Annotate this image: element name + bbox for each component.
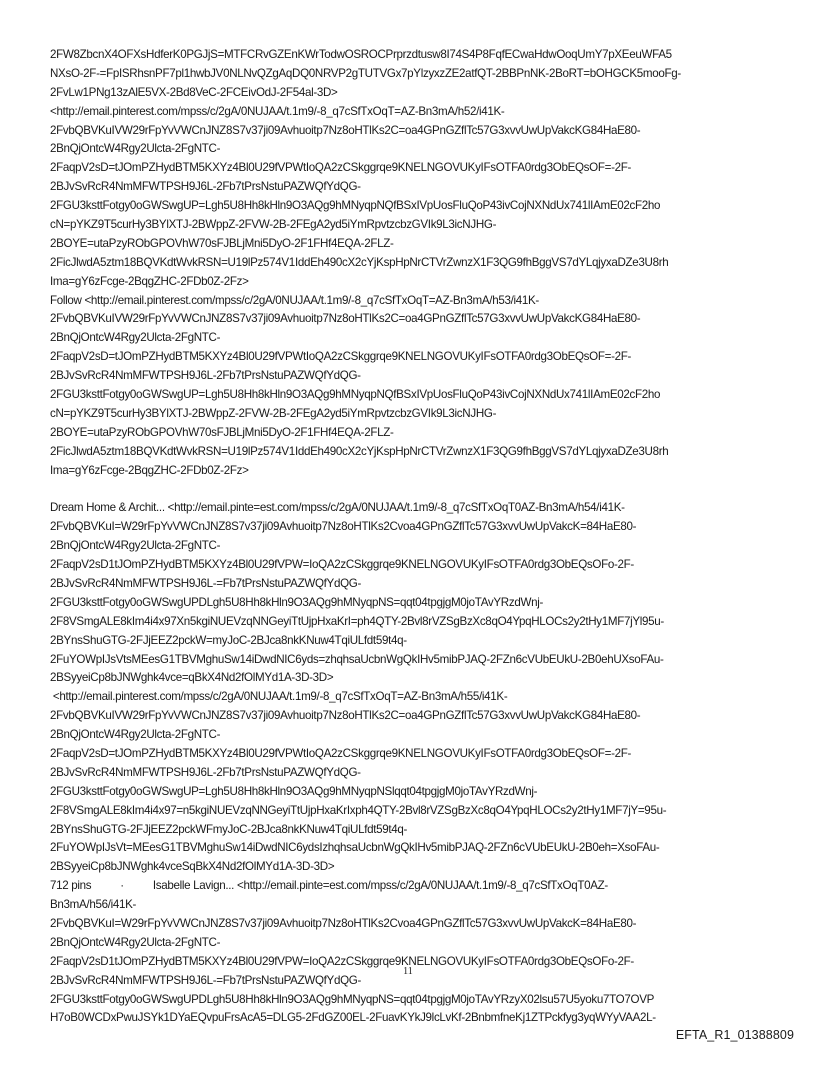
text-line: 2FaqpV2sD=tJOmPZHydBTM5KXYz4Bl0U29fVPWtIoQA2zCSkggrqe9KNELNGOVUKyIFsOTFA0rdg3ObEQsOF=-2F-	[50, 350, 632, 364]
text-line: Ima=gY6zFcge-2BqgZHC-2FDb0Z-2Fz>	[50, 274, 249, 288]
text-line: 2FaqpV2sD1tJOmPZHydBTM5KXYz4Bl0U29fVPW=IoQA2zCSkggrqe9KNELNGOVUKyIFsOTFA0rdg3ObEQsOFo-2F-	[50, 954, 634, 968]
text-line: 2FGU3ksttFotgy0oGWSwgUP=Lgh5U8Hh8kHln9O3AQg9hMNyqpNSlqqt04tpgjgM0joTAvYRzdWnj-	[50, 784, 538, 798]
text-line: Bn3mA/h56/i41K-	[50, 898, 137, 912]
text-line: 2BnQjOntcW4Rgy2Ulcta-2FgNTC-	[50, 728, 221, 742]
text-line: 2FaqpV2sD=tJOmPZHydBTM5KXYz4Bl0U29fVPWtIoQA2zCSkggrqe9KNELNGOVUKyIFsOTFA0rdg3ObEQsOF=-2F-	[50, 746, 632, 760]
email-text-block	[50, 46, 774, 480]
text-line: 2FvbQBVKuIVW29rFpYvVWCnJNZ8S7v37ji09Avhuoitp7Nz8oHTlKs2C=oa4GPnGZflTc57G3xvvUwUpVakcKG84HaE80-	[50, 312, 641, 326]
document-id-stamp: EFTA_R1_01388809	[675, 1028, 794, 1042]
text-line: 2FGU3ksttFotgy0oGWSwgUP=Lgh5U8Hh8kHln9O3AQg9hMNyqpNQfBSxIVpUosFluQoP43ivCojNXNdUx741lIAmE02cF2ho	[50, 388, 661, 402]
text-line: 2F8VSmgALE8kIm4i4x97Xn5kgiNUEVzqNNGeyiTtUjpHxaKrI=ph4QTY-2Bvl8rVZSgBzXc8qO4YpqHLOCs2y2tHy1MF7jYl95u-	[50, 614, 664, 628]
text-line: 2BnQjOntcW4Rgy2Ulcta-2FgNTC-	[50, 935, 221, 949]
text-line: 2F8VSmgALE8kIm4i4x97=n5kgiNUEVzqNNGeyiTtUjpHxaKrIxph4QTY-2Bvl8rVZSgBzXc8qO4YpqHLOCs2y2tHy1MF7jY=95u-	[50, 803, 667, 817]
paragraph-gap	[50, 480, 774, 499]
text-line: Follow <http://email.pinterest.com/mpss/c/2gA/0NUJAA/t.1m9/-8_q7cSfTxOqT=AZ-Bn3mA/h53/i41K-	[50, 293, 539, 307]
text-line: Ima=gY6zFcge-2BqgZHC-2FDb0Z-2Fz>	[50, 463, 249, 477]
text-line: 2BnQjOntcW4Rgy2Ulcta-2FgNTC-	[50, 142, 221, 156]
text-line: 2BJvSvRcR4NmMFWTPSH9J6L-=Fb7tPrsNstuPAZWQfYdQG-	[50, 576, 362, 590]
text-line: NXsO-2F-=FpISRhsnPF7pl1hwbJV0NLNvQZgAqDQ0NRVP2gTUTVGx7pYlzyxzZE2atfQT-2BBPnNK-2BoRT=bOHGCK5mooFg-	[50, 66, 681, 80]
email-text-block	[50, 499, 774, 1028]
text-line: 2FaqpV2sD1tJOmPZHydBTM5KXYz4Bl0U29fVPW=IoQA2zCSkggrqe9KNELNGOVUKyIFsOTFA0rdg3ObEQsOFo-2F-	[50, 558, 634, 572]
text-line: cN=pYKZ9T5curHy3BYlXTJ-2BWppZ-2FVW-2B-2FEgA2yd5iYmRpvtzcbzGVIk9L3icNJHG-	[50, 406, 497, 420]
text-line: 2FGU3ksttFotgy0oGWSwgUPDLgh5U8Hh8kHln9O3AQg9hMNyqpNS=qqt04tpgjgM0joTAvYRzyX02lsu57U5yoku7TO7OVP	[50, 992, 655, 1006]
text-line: 2FW8ZbcnX4OFXsHdferK0PGJjS=MTFCRvGZEnKWrTodwOSROCPrprzdtusw8I74S4P8FqfECwaHdwOoqUmY7pXEeuWFA5	[50, 48, 672, 61]
text-line: 2FaqpV2sD=tJOmPZHydBTM5KXYz4Bl0U29fVPWtIoQA2zCSkggrqe9KNELNGOVUKyIFsOTFA0rdg3ObEQsOF=-2F-	[50, 161, 632, 175]
text-line: 2BJvSvRcR4NmMFWTPSH9J6L-2Fb7tPrsNstuPAZWQfYdQG-	[50, 180, 361, 194]
text-line: 2FGU3ksttFotgy0oGWSwgUPDLgh5U8Hh8kHln9O3AQg9hMNyqpNS=qqt04tpgjgM0joTAvYRzdWnj-	[50, 595, 544, 609]
text-line: 2FuYOWpIJsVtsMEesG1TBVMghuSw14iDwdNIC6yds=zhqhsaUcbnWgQkIHv5mibPJAQ-2FZn6cVUbEUkU-2B0ehUXsoFAu-	[50, 652, 664, 666]
text-line: cN=pYKZ9T5curHy3BYlXTJ-2BWppZ-2FVW-2B-2FEgA2yd5iYmRpvtzcbzGVIk9L3icNJHG-	[50, 218, 497, 232]
text-line: 2BYnsShuGTG-2FJjEEZ2pckWFmyJoC-2BJca8nkKNuw4TqiULfdt59t4q-	[50, 822, 408, 836]
text-line: 2FvbQBVKuI=W29rFpYvVWCnJNZ8S7v37ji09Avhuoitp7Nz8oHTlKs2Cvoa4GPnGZflTc57G3xvvUwUpVakcK=84HaE80-	[50, 916, 637, 930]
text-line: 2FGU3ksttFotgy0oGWSwgUP=Lgh5U8Hh8kHln9O3AQg9hMNyqpNQfBSxIVpUosFluQoP43ivCojNXNdUx741lIAmE02cF2ho	[50, 199, 661, 213]
text-line: 2FvbQBVKuI=W29rFpYvVWCnJNZ8S7v37ji09Avhuoitp7Nz8oHTlKs2Cvoa4GPnGZflTc57G3xvvUwUpVakcK=84HaE80-	[50, 520, 637, 534]
text-line: 712 pins · Isabelle Lavign... <http://email.pinte=est.com/mpss/c/2gA/0NUJAA/t.1m9/-8_q7cSfTxOqT0AZ-	[50, 879, 608, 893]
document-body	[50, 46, 774, 1028]
text-line: 2BnQjOntcW4Rgy2Ulcta-2FgNTC-	[50, 539, 221, 553]
text-line: 2BSyyeiCp8bJNWghk4vce=qBkX4Nd2fOlMYd1A-3D-3D>	[50, 671, 334, 685]
text-line: Dream Home & Archit... <http://email.pinte=est.com/mpss/c/2gA/0NUJAA/t.1m9/-8_q7cSfTxOqT0AZ-Bn3mA/h54/i41K-	[50, 501, 625, 515]
text-line: 2BJvSvRcR4NmMFWTPSH9J6L-=Fb7tPrsNstuPAZWQfYdQG-	[50, 973, 362, 987]
text-line: 2FvbQBVKuIVW29rFpYvVWCnJNZ8S7v37ji09Avhuoitp7Nz8oHTlKs2C=oa4GPnGZflTc57G3xvvUwUpVakcKG84HaE80-	[50, 123, 641, 137]
text-line: 2BJvSvRcR4NmMFWTPSH9J6L-2Fb7tPrsNstuPAZWQfYdQG-	[50, 765, 361, 779]
text-line: 2BOYE=utaPzyRObGPOVhW70sFJBLjMni5DyO-2F1FHf4EQA-2FLZ-	[50, 425, 394, 439]
text-line: 2BnQjOntcW4Rgy2Ulcta-2FgNTC-	[50, 331, 221, 345]
text-line: 2BJvSvRcR4NmMFWTPSH9J6L-2Fb7tPrsNstuPAZWQfYdQG-	[50, 369, 361, 383]
text-line: 2FicJlwdA5ztm18BQVKdtWvkRSN=U19lPz574V1IddEh490cX2cYjKspHpNrCTVrZwnzX1F3QG9fhBggVS7dYLqjyxaDZe3U8rh	[50, 255, 669, 269]
text-line: 2FvbQBVKuIVW29rFpYvVWCnJNZ8S7v37ji09Avhuoitp7Nz8oHTlKs2C=oa4GPnGZflTc57G3xvvUwUpVakcKG84HaE80-	[50, 709, 641, 723]
text-line: 2BOYE=utaPzyRObGPOVhW70sFJBLjMni5DyO-2F1FHf4EQA-2FLZ-	[50, 236, 394, 250]
text-line: 2BYnsShuGTG-2FJjEEZ2pckW=myJoC-2BJca8nkKNuw4TqiULfdt59t4q-	[50, 633, 407, 647]
text-line: 2BSyyeiCp8bJNWghk4vceSqBkX4Nd2fOlMYd1A-3D-3D>	[50, 860, 335, 874]
text-line: 2FuYOWpIJsVt=MEesG1TBVMghuSw14iDwdNIC6ydsIzhqhsaUcbnWgQkIHv5mibPJAQ-2FZn6cVUbEUkU-2B0eh=XsoFAu-	[50, 841, 660, 855]
text-line: H7oB0WCDxPwuJSYk1DYaEQvpuFrsAcA5=DLG5-2FdGZ00EL-2FuavKYkJ9lcLvKf-2BnbmfneKj1ZTPckfyg3yqWYyVAA2L-	[50, 1011, 656, 1025]
page-number: 11	[403, 966, 413, 977]
text-line: 2FvLw1PNg13zAlE5VX-2Bd8VeC-2FCEivOdJ-2F54al-3D>	[50, 85, 338, 99]
text-line: <http://email.pinterest.com/mpss/c/2gA/0NUJAA/t.1m9/-8_q7cSfTxOqT=AZ-Bn3mA/h55/i41K-	[50, 690, 508, 704]
text-line: <http://email.pinterest.com/mpss/c/2gA/0NUJAA/t.1m9/-8_q7cSfTxOqT=AZ-Bn3mA/h52/i41K-	[50, 104, 505, 118]
text-line: 2FicJlwdA5ztm18BQVKdtWvkRSN=U19lPz574V1IddEh490cX2cYjKspHpNrCTVrZwnzX1F3QG9fhBggVS7dYLqjyxaDZe3U8rh	[50, 444, 669, 458]
